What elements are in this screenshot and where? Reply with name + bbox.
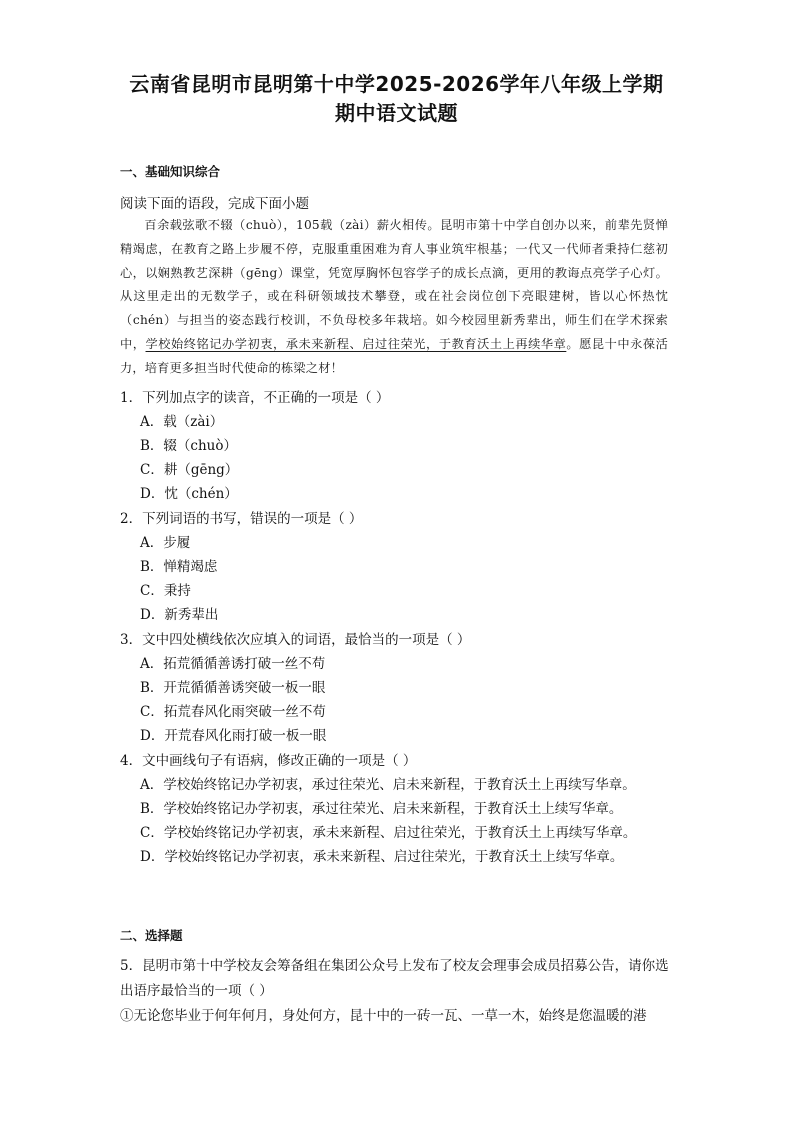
passage-text-a: 百余载弦歌不辍（chuò），105载（zài）薪火相传。昆明市第十中学自创办以来，前辈先贤惮精竭虑，在教育之路上步履不停，克服重重困难为育人事业筑牢根基；一代又一代师者秉持仁慈初心，以娴熟教艺深耕（gēng）课堂，凭宽厚胸怀包容学子的成长点滴，更用的教诲点亮学子心灯。从这里走出的无数学子，或在科研领域技术攀登，或在社会岗位创下亮眼建树，皆以心怀热忱（chén）与担当的姿态践行校训，不负母校多年栽培。如今校园里新秀辈出，师生们在学术探索中， (120, 218, 668, 351)
question-1-option-c[interactable]: C．耕（gēng） (140, 462, 239, 478)
exam-title-line2: 期中语文试题 (335, 101, 458, 125)
question-4-option-b[interactable]: B．学校始终铭记办学初衷，承过往荣光、启未来新程，于教育沃土上续写华章。 (140, 801, 623, 817)
question-4-option-c[interactable]: C．学校始终铭记办学初衷，承未来新程、启过往荣光，于教育沃土上再续写华章。 (140, 825, 637, 841)
question-1-stem: 1．下列加点字的读音，不正确的一项是（ ） (120, 390, 390, 406)
question-3-option-c[interactable]: C．拓荒春风化雨突破一丝不苟 (140, 704, 326, 720)
question-5-stem: 5．昆明市第十中学校友会筹备组在集团公众号上发布了校友会理事会成员招募公告，请你选出语序最恰当的一项（ ） (120, 958, 669, 999)
question-1-option-b[interactable]: B．辍（chuò） (140, 438, 237, 454)
reading-instruction: 阅读下面的语段，完成下面小题 (120, 196, 309, 212)
question-2-stem: 2．下列词语的书写，错误的一项是（ ） (120, 511, 363, 527)
question-2-option-b[interactable]: B．惮精竭虑 (140, 559, 218, 575)
question-3-stem: 3．文中四处横线依次应填入的词语，最恰当的一项是（ ） (120, 632, 471, 648)
section-heading-1: 一、基础知识综合 (120, 164, 221, 179)
question-4-option-a[interactable]: A．学校始终铭记办学初衷，承过往荣光、启未来新程，于教育沃土上再续写华章。 (140, 777, 636, 793)
question-3-option-d[interactable]: D．开荒春风化雨打破一板一眼 (140, 728, 327, 744)
question-4-option-d[interactable]: D．学校始终铭记办学初衷，承未来新程、启过往荣光，于教育沃土上续写华章。 (140, 849, 624, 865)
question-5-item-1: ①无论您毕业于何年何月，身处何方，昆十中的一砖一瓦、一草一木，始终是您温暖的港 (120, 1008, 647, 1024)
exam-title-line1: 云南省昆明市昆明第十中学2025-2026学年八年级上学期 (129, 72, 664, 96)
question-3-option-b[interactable]: B．开荒循循善诱突破一板一眼 (140, 680, 326, 696)
question-3-option-a[interactable]: A．拓荒循循善诱打破一丝不苟 (140, 656, 326, 672)
section-heading-2: 二、选择题 (120, 928, 183, 943)
question-2-option-a[interactable]: A．步履 (140, 535, 191, 551)
question-4-stem: 4．文中画线句子有语病，修改正确的一项是（ ） (120, 753, 417, 769)
passage-text-b: 。愿昆十中永葆活力，培育更多担当时代使命的栋梁之材！ (120, 336, 668, 375)
question-2-option-c[interactable]: C．秉持 (140, 583, 191, 599)
passage-underlined-sentence: 学校始终铭记办学初衷，承未来新程、启过往荣光，于教育沃土上再续华章 (145, 336, 567, 351)
question-1-option-d[interactable]: D．忱（chén） (140, 486, 238, 502)
question-2-option-d[interactable]: D．新秀辈出 (140, 607, 219, 623)
reading-passage (120, 214, 668, 381)
question-1-option-a[interactable]: A．载（zài） (140, 414, 224, 430)
